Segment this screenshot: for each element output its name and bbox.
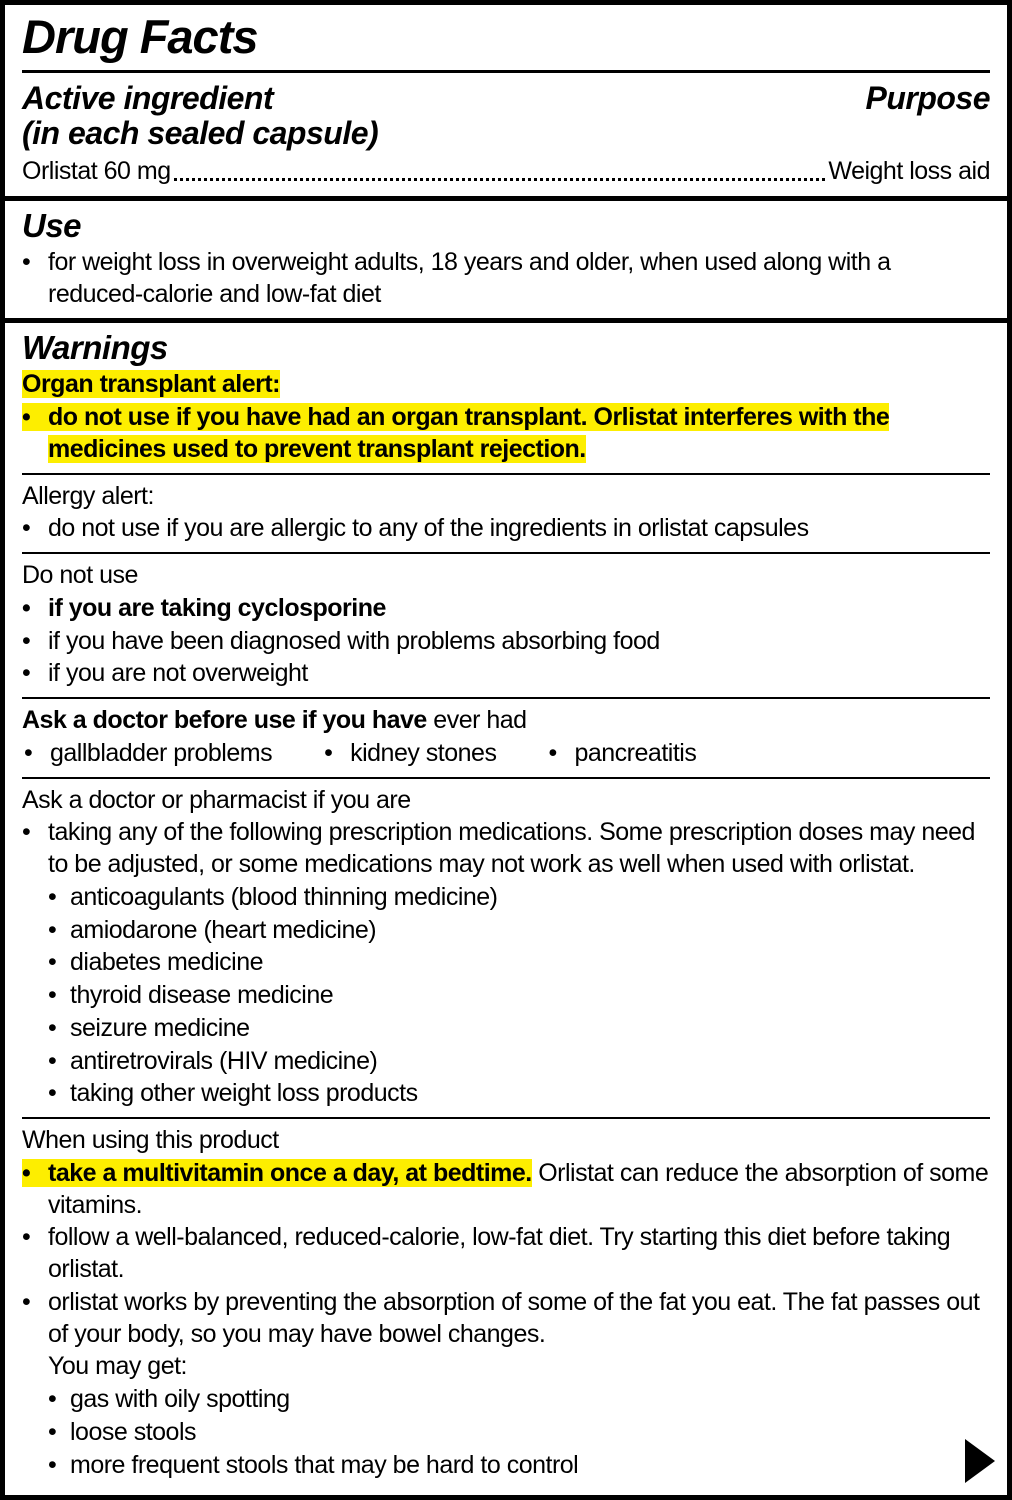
- medication-item: • diabetes medicine: [48, 947, 990, 979]
- bullet-glyph: •: [48, 1013, 57, 1042]
- ask-doctor-group: [22, 705, 990, 770]
- multivitamin-bullet: • take a multivitamin once a day, at bedtime. Orlistat can reduce the absorption of some vitamins.: [22, 1158, 989, 1219]
- ingredient-row: [22, 156, 990, 188]
- prescription-medications-sublist: [22, 882, 990, 1110]
- subsection-divider: [22, 697, 990, 699]
- bullet-glyph: •: [48, 948, 57, 977]
- bullet-glyph: •: [22, 1223, 31, 1252]
- ask-doctor-pharmacist-group: [22, 785, 990, 1111]
- organ-transplant-alert-bullet: • do not use if you have had an organ transplant. Orlistat interferes with the medicines used to prevent transplant rejection.: [22, 403, 890, 463]
- medication-item: • anticoagulants (blood thinning medicine): [48, 882, 990, 914]
- bullet-glyph: •: [22, 403, 31, 432]
- bullet-glyph: •: [22, 514, 31, 543]
- subsection-divider: [22, 1117, 990, 1119]
- section-divider: [5, 318, 1007, 323]
- do-not-use-item: • if you have been diagnosed with problems absorbing food: [22, 626, 990, 658]
- bullet-glyph: •: [48, 981, 57, 1010]
- ingredient-name: Orlistat 60 mg: [22, 157, 171, 186]
- bullet-glyph: •: [324, 738, 333, 767]
- bullet-glyph: •: [548, 738, 557, 767]
- do-not-use-item: • if you are not overweight: [22, 658, 990, 690]
- side-effect-item: • gas with oily spotting: [48, 1384, 990, 1416]
- title-divider: [22, 70, 990, 73]
- bullet-glyph: •: [48, 1046, 57, 1075]
- bullet-glyph: •: [48, 915, 57, 944]
- active-ingredient-heading-line1: Active ingredient: [22, 79, 274, 116]
- medication-item: • seizure medicine: [48, 1013, 990, 1045]
- do-not-use-group: [22, 560, 990, 690]
- ask-doctor-pharmacist-label: Ask a doctor or pharmacist if you are: [22, 785, 411, 814]
- bullet-glyph: •: [48, 1450, 57, 1479]
- when-using-group: [22, 1125, 990, 1481]
- diet-bullet: • follow a well-balanced, reduced-calorie, low-fat diet. Try starting this diet before taking orlistat.: [22, 1223, 951, 1284]
- bullet-glyph: •: [48, 1385, 57, 1414]
- bullet-glyph: •: [24, 738, 33, 767]
- you-may-get-block: [22, 1351, 990, 1481]
- allergy-alert-bullet: • do not use if you are allergic to any of the ingredients in orlistat capsules: [22, 513, 990, 545]
- ask-doctor-label: Ask a doctor before use if you have ever had: [22, 706, 527, 735]
- allergy-alert-label: Allergy alert:: [22, 481, 154, 510]
- side-effect-item: • more frequent stools that may be hard to control: [48, 1450, 990, 1482]
- subsection-divider: [22, 777, 990, 779]
- continued-arrow-icon: [965, 1439, 995, 1483]
- active-ingredient-heading-line2: (in each sealed capsule): [22, 115, 379, 152]
- allergy-alert-group: [22, 481, 990, 546]
- dot-leader: [174, 178, 826, 181]
- do-not-use-label: Do not use: [22, 561, 138, 590]
- you-may-get-label: You may get:: [48, 1352, 188, 1381]
- medication-item: • antiretrovirals (HIV medicine): [48, 1046, 990, 1078]
- ingredient-purpose: Weight loss aid: [828, 157, 990, 186]
- bullet-glyph: •: [48, 882, 57, 911]
- section-divider: [5, 196, 1007, 201]
- use-bullet: • for weight loss in overweight adults, 18 years and older, when used along with a reduced-calorie and low-fat diet: [22, 247, 891, 308]
- ask-doctor-item: • gallbladder problems: [24, 738, 272, 770]
- active-ingredient-header-row: [22, 81, 990, 153]
- purpose-heading: Purpose: [865, 79, 990, 116]
- when-using-label: When using this product: [22, 1126, 279, 1155]
- side-effect-item: • loose stools: [48, 1417, 990, 1449]
- do-not-use-item: • if you are taking cyclosporine: [22, 593, 990, 625]
- how-orlistat-works-bullet: • orlistat works by preventing the absorption of some of the fat you eat. The fat passes out of your body, so you may have bowel changes.: [22, 1287, 980, 1348]
- medication-item: • thyroid disease medicine: [48, 980, 990, 1012]
- bullet-glyph: •: [48, 1079, 57, 1108]
- ask-doctor-items-row: [22, 738, 990, 770]
- active-ingredient-heading: [22, 81, 378, 153]
- subsection-divider: [22, 552, 990, 554]
- bullet-glyph: •: [22, 626, 31, 655]
- bullet-glyph: •: [22, 1158, 31, 1187]
- ask-doctor-item: • kidney stones: [324, 738, 496, 770]
- medication-item: • taking other weight loss products: [48, 1078, 990, 1110]
- bullet-glyph: •: [22, 247, 31, 276]
- ask-doctor-item: • pancreatitis: [548, 738, 696, 770]
- bullet-glyph: •: [22, 659, 31, 688]
- bullet-glyph: •: [22, 818, 31, 847]
- medication-item: • amiodarone (heart medicine): [48, 915, 990, 947]
- use-heading: Use: [22, 207, 82, 245]
- bullet-glyph: •: [48, 1417, 57, 1446]
- organ-transplant-alert-group: [22, 369, 990, 465]
- subsection-divider: [22, 473, 990, 475]
- bullet-glyph: •: [22, 593, 31, 622]
- bullet-glyph: •: [22, 1287, 31, 1316]
- prescription-medications-bullet: • taking any of the following prescription medications. Some prescription doses may need to be adjusted, or some medications may not work as well when used with orlistat.: [22, 818, 975, 879]
- drug-facts-title: Drug Facts: [22, 10, 258, 63]
- organ-transplant-alert-label: Organ transplant alert:: [22, 370, 280, 399]
- warnings-heading: Warnings: [22, 329, 168, 367]
